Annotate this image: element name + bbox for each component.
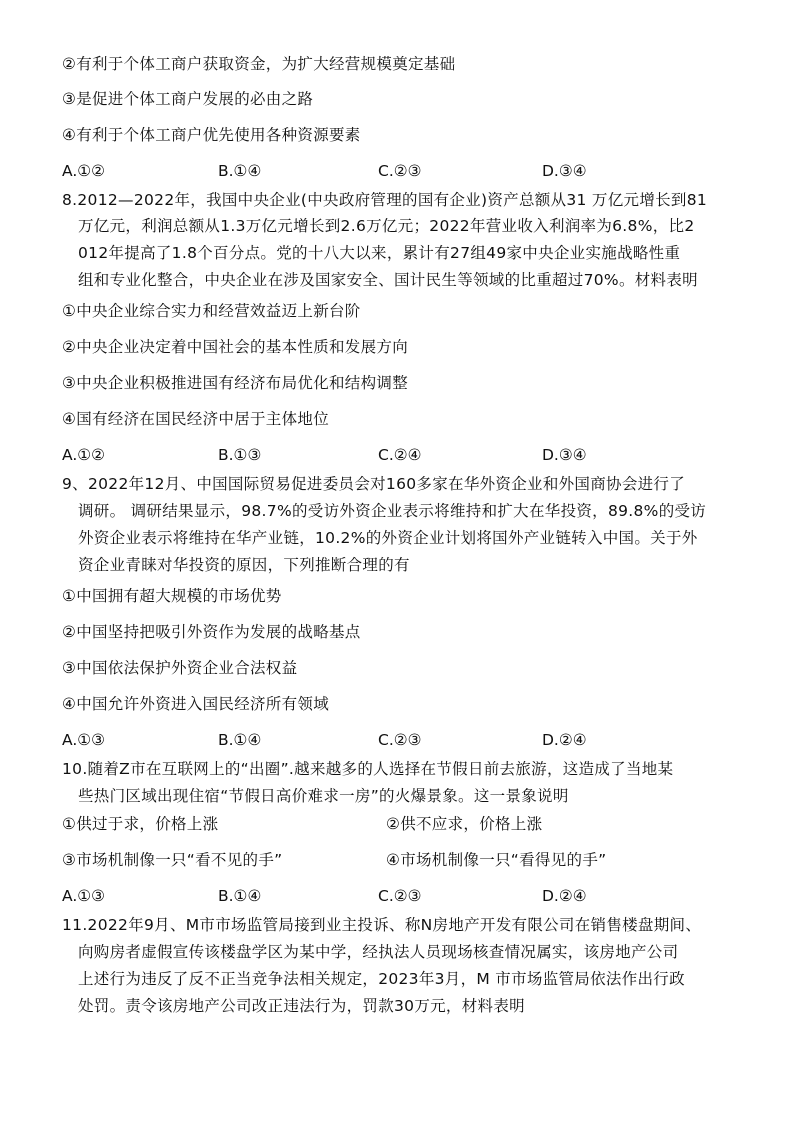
q8-item-1: ①中央企业综合实力和经营效益迈上新台阶 xyxy=(62,302,361,320)
q10-item-2: ②供不应求，价格上涨 xyxy=(386,815,543,833)
q9-option-c: C.②③ xyxy=(378,731,422,749)
q7-option-d: D.③④ xyxy=(542,162,587,180)
q8-option-a: A.①② xyxy=(62,446,106,464)
q7-item-4: ④有利于个体工商户优先使用各种资源要素 xyxy=(62,126,361,144)
q7-item-3: ③是促进个体工商户发展的必由之路 xyxy=(62,90,314,108)
q10-item-3: ③市场机制像一只“看不见的手” xyxy=(62,851,283,869)
q9-stem-line-2: 调研。 调研结果显示，98.7%的受访外资企业表示将维持和扩大在华投资，89.8%的受访 xyxy=(78,502,707,520)
q8-stem-line-4: 组和专业化整合，中央企业在涉及国家安全、国计民生等领域的比重超过70%。材料表明 xyxy=(78,271,698,289)
q8-option-b: B.①③ xyxy=(218,446,262,464)
q11-stem-line-1: 11.2022年9月、M市市场监管局接到业主投诉、称N房地产开发有限公司在销售楼盘期间、 xyxy=(62,916,702,934)
q8-stem-line-2: 万亿元，利润总额从1.3万亿元增长到2.6万亿元；2022年营业收入利润率为6.8%，比2 xyxy=(78,217,695,235)
q10-item-4: ④市场机制像一只“看得见的手” xyxy=(386,851,607,869)
q7-option-a: A.①② xyxy=(62,162,106,180)
q8-item-3: ③中央企业积极推进国有经济布局优化和结构调整 xyxy=(62,374,408,392)
q9-stem-line-4: 资企业青睐对华投资的原因，下列推断合理的有 xyxy=(78,556,410,574)
q8-option-d: D.③④ xyxy=(542,446,587,464)
q8-stem-line-1: 8.2012—2022年，我国中央企业(中央政府管理的国有企业)资产总额从31 万亿元增长到81 xyxy=(62,191,708,209)
q7-option-c: C.②③ xyxy=(378,162,422,180)
q8-option-c: C.②④ xyxy=(378,446,422,464)
q9-stem-line-3: 外资企业表示将维持在华产业链，10.2%的外资企业计划将国外产业链转入中国。关于外 xyxy=(78,529,698,547)
q11-stem-line-4: 处罚。责令该房地产公司改正违法行为，罚款30万元，材料表明 xyxy=(78,997,525,1015)
q9-item-1: ①中国拥有超大规模的市场优势 xyxy=(62,587,282,605)
q9-item-2: ②中国坚持把吸引外资作为发展的战略基点 xyxy=(62,623,361,641)
q8-item-2: ②中央企业决定着中国社会的基本性质和发展方向 xyxy=(62,338,408,356)
q10-option-c: C.②③ xyxy=(378,887,422,905)
q10-item-1: ①供过于求，价格上涨 xyxy=(62,815,219,833)
q11-stem-line-3: 上述行为违反了反不正当竞争法相关规定，2023年3月，M 市市场监管局依法作出行政 xyxy=(78,970,685,988)
q10-option-b: B.①④ xyxy=(218,887,262,905)
q7-item-2: ②有利于个体工商户获取资金，为扩大经营规模奠定基础 xyxy=(62,55,456,73)
q9-option-b: B.①④ xyxy=(218,731,262,749)
q11-stem-line-2: 向购房者虚假宣传该楼盘学区为某中学，经执法人员现场核查情况属实，该房地产公司 xyxy=(78,943,679,961)
q9-option-d: D.②④ xyxy=(542,731,587,749)
q10-option-a: A.①③ xyxy=(62,887,106,905)
q10-option-d: D.②④ xyxy=(542,887,587,905)
q9-item-4: ④中国允许外资进入国民经济所有领域 xyxy=(62,695,329,713)
q9-stem-line-1: 9、2022年12月、中国国际贸易促进委员会对160多家在华外资企业和外国商协会进行了 xyxy=(62,475,686,493)
q9-option-a: A.①③ xyxy=(62,731,106,749)
q10-stem-line-2: 些热门区域出现住宿“节假日高价难求一房”的火爆景象。这一景象说明 xyxy=(78,787,569,805)
q8-stem-line-3: 012年提高了1.8个百分点。党的十八大以来，累计有27组49家中央企业实施战略性重 xyxy=(78,244,681,262)
q10-stem-line-1: 10.随着Z市在互联网上的“出圈”.越来越多的人选择在节假日前去旅游，这造成了当地某 xyxy=(62,760,674,778)
q8-item-4: ④国有经济在国民经济中居于主体地位 xyxy=(62,410,329,428)
q9-item-3: ③中国依法保护外资企业合法权益 xyxy=(62,659,298,677)
q7-option-b: B.①④ xyxy=(218,162,262,180)
